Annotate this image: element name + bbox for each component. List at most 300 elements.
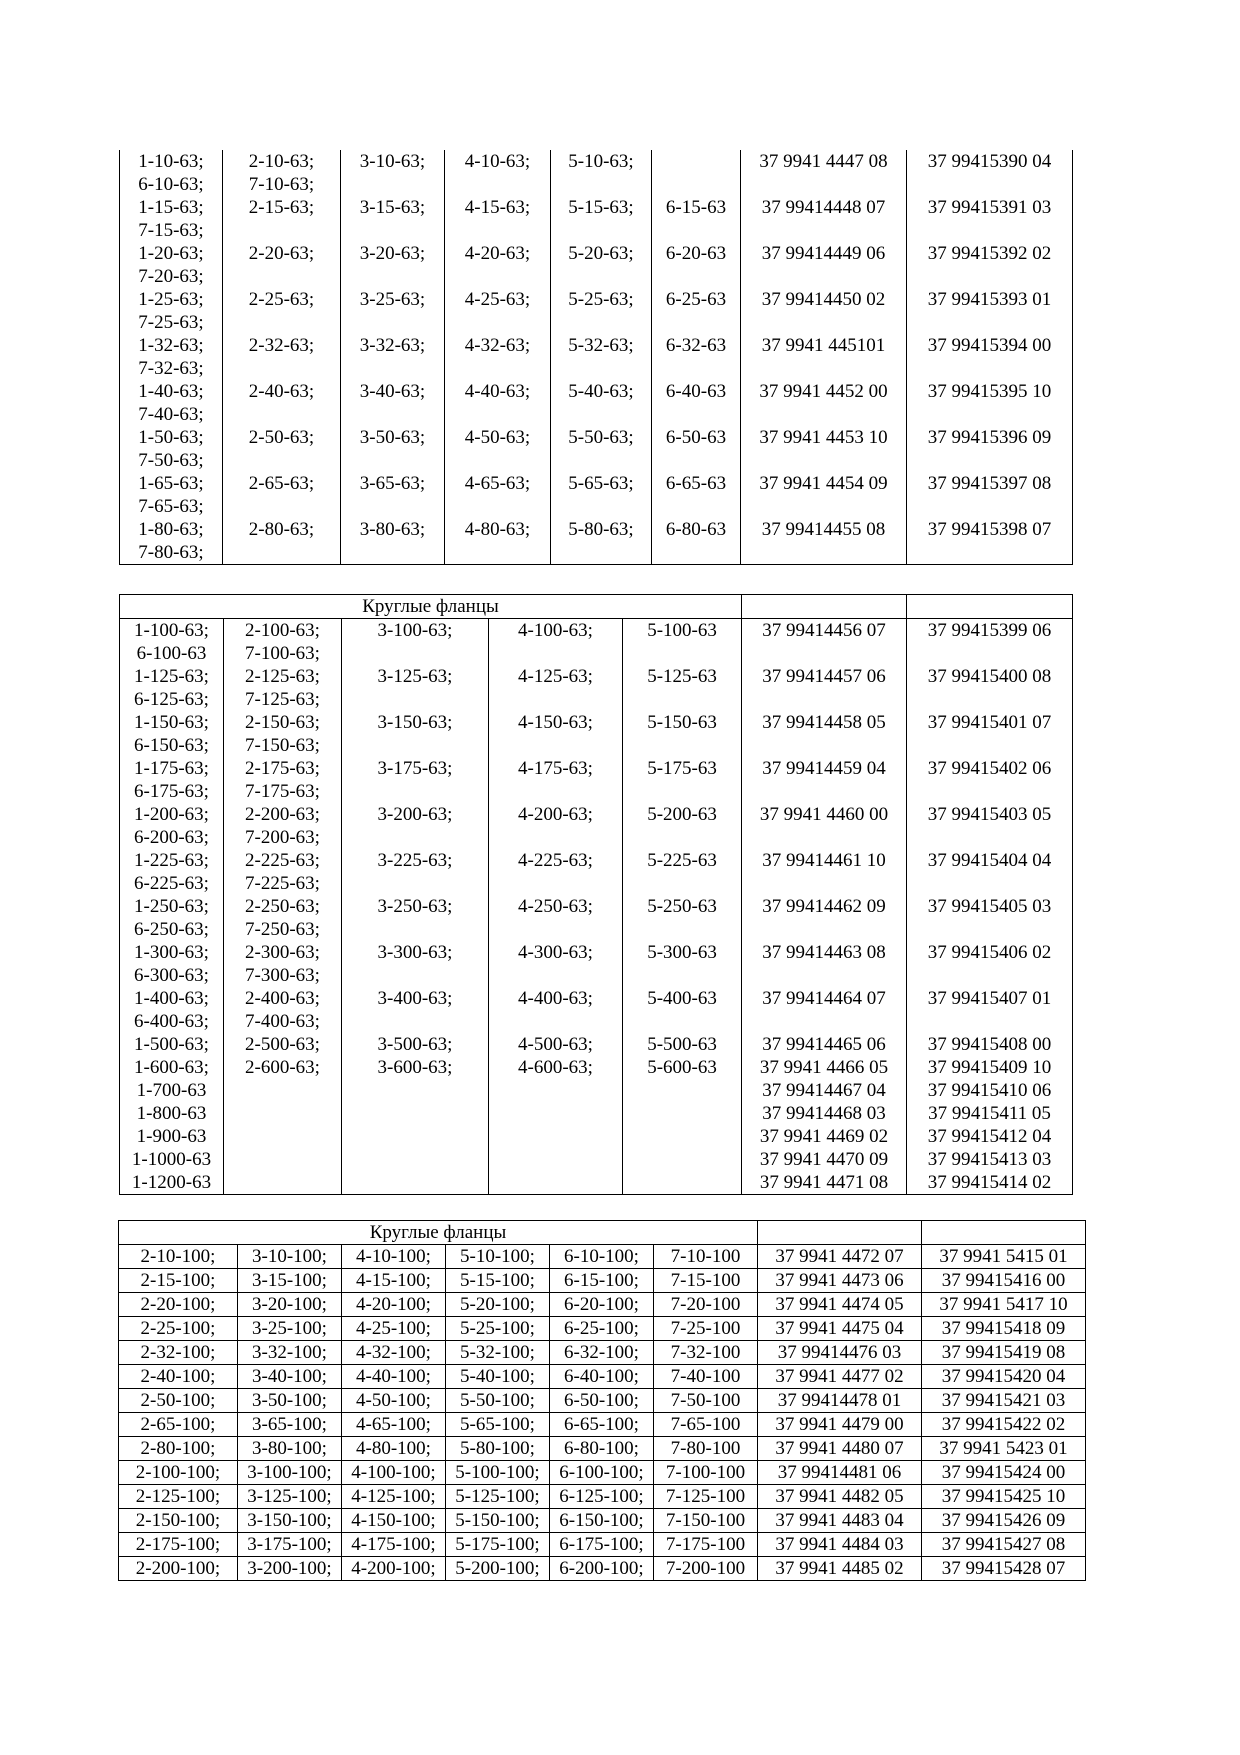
cell-line: 2-175-63;: [245, 758, 320, 779]
table-cell: [224, 665, 342, 711]
cell-line: 6-32-63: [665, 335, 727, 356]
table-cell: [224, 757, 342, 803]
table-cell: 5-200-100;: [446, 1557, 550, 1581]
cell-line: 7-125-63;: [245, 689, 320, 710]
table-cell: [489, 1033, 623, 1195]
table-cell: 7-40-100: [654, 1365, 758, 1389]
cell-line: 4-65-63;: [464, 473, 531, 494]
table-row: [119, 1485, 1086, 1509]
table-row: [119, 1245, 1086, 1269]
table-cell: 5-40-100;: [446, 1365, 550, 1389]
table-cell: 7-175-100: [654, 1533, 758, 1557]
cell-line: 5-400-63: [647, 988, 717, 1009]
cell-line: 7-65-63;: [138, 496, 204, 517]
table-cell: 7-65-100: [654, 1413, 758, 1437]
table-cell: [120, 757, 224, 803]
cell-line: 1-10-63;: [138, 151, 204, 172]
table-cell: [342, 941, 489, 987]
table-cell: [120, 711, 224, 757]
cell-line: [223, 265, 340, 288]
cell-line: 6-125-63;: [134, 689, 209, 710]
table-cell: [652, 196, 741, 242]
table-cell: 37 99415418 09: [922, 1317, 1086, 1341]
cell-line: 2-65-63;: [248, 473, 315, 494]
cell-line: 7-150-63;: [245, 735, 320, 756]
flange-table-100-round: [118, 1220, 1086, 1581]
cell-line: 37 99415403 05: [927, 804, 1052, 825]
table-cell: 3-10-100;: [238, 1245, 342, 1269]
table-cell: 7-15-100: [654, 1269, 758, 1293]
cell-line: 1-100-63;: [134, 620, 209, 641]
cell-line: 6-100-63: [136, 643, 207, 664]
cell-line: [223, 541, 340, 564]
cell-line: 4-125-63;: [518, 666, 593, 687]
table-row: [120, 711, 1073, 757]
cell-line: 3-80-63;: [359, 519, 426, 540]
table-cell: [223, 426, 341, 472]
cell-line: 37 99415400 08: [927, 666, 1052, 687]
table-cell: [342, 987, 489, 1033]
table-cell: [489, 895, 623, 941]
cell-line: 37 99414455 08: [761, 519, 886, 540]
table-cell: 2-150-100;: [119, 1509, 238, 1533]
table-cell: [551, 472, 652, 518]
table-cell: [445, 288, 551, 334]
cell-line: 5-250-63: [647, 896, 717, 917]
table-cell: 6-150-100;: [550, 1509, 654, 1533]
table-cell: [224, 1033, 342, 1195]
table-cell: [907, 426, 1073, 472]
table-cell: [907, 803, 1073, 849]
cell-line: [223, 219, 340, 242]
cell-line: 6-175-63;: [134, 781, 209, 802]
cell-line: 2-150-63;: [245, 712, 320, 733]
table-cell: 2-125-100;: [119, 1485, 238, 1509]
cell-line: 6-50-63: [665, 427, 727, 448]
cell-line: 1-150-63;: [134, 712, 209, 733]
cell-line: 5-150-63: [647, 712, 717, 733]
cell-line: 5-100-63: [647, 620, 717, 641]
cell-line: 4-50-63;: [464, 427, 531, 448]
table-cell: [551, 426, 652, 472]
table-cell: [120, 895, 224, 941]
cell-line: 2-40-63;: [248, 381, 315, 402]
cell-line: 2-225-63;: [245, 850, 320, 871]
cell-line: 1-400-63;: [134, 988, 209, 1009]
table-cell: [907, 1033, 1073, 1195]
cell-line: 7-25-63;: [138, 312, 204, 333]
cell-line: 37 99415399 06: [927, 620, 1052, 641]
cell-line: 37 99414458 05: [762, 712, 886, 733]
table-cell: [652, 334, 741, 380]
table-cell: 2-65-100;: [119, 1413, 238, 1437]
table-cell: 3-200-100;: [238, 1557, 342, 1581]
table-body: [120, 150, 1073, 565]
table-cell: 3-150-100;: [238, 1509, 342, 1533]
table-cell: [907, 196, 1073, 242]
cell-line: 37 99415413 03: [927, 1149, 1052, 1170]
cell-line: [223, 357, 340, 380]
cell-line: 2-25-63;: [248, 289, 315, 310]
cell-line: 4-32-63;: [464, 335, 531, 356]
cell-line: 4-150-63;: [518, 712, 593, 733]
table-cell: 2-20-100;: [119, 1293, 238, 1317]
cell-line: 37 99414450 02: [761, 289, 886, 310]
cell-line: 37 99415391 03: [927, 197, 1052, 218]
table-cell: [445, 518, 551, 565]
table-cell: [224, 849, 342, 895]
cell-line: 7-250-63;: [245, 919, 320, 940]
table-cell: [551, 242, 652, 288]
table-cell: [907, 472, 1073, 518]
table-row: [120, 334, 1073, 380]
cell-line: 3-40-63;: [359, 381, 426, 402]
cell-line: 2-50-63;: [248, 427, 315, 448]
table-cell: [907, 665, 1073, 711]
table-cell: [223, 518, 341, 565]
table-cell: 2-10-100;: [119, 1245, 238, 1269]
table-cell: [223, 150, 341, 196]
table-cell: 4-40-100;: [342, 1365, 446, 1389]
cell-line: 6-65-63: [665, 473, 727, 494]
table-cell: 7-80-100: [654, 1437, 758, 1461]
cell-line: 1-1200-63: [131, 1172, 212, 1193]
table-cell: 6-40-100;: [550, 1365, 654, 1389]
table-row: [120, 987, 1073, 1033]
table-cell: 4-80-100;: [342, 1437, 446, 1461]
table-cell: [120, 1033, 224, 1195]
cell-line: 7-175-63;: [245, 781, 320, 802]
table-cell: [445, 150, 551, 196]
table-cell: [623, 803, 742, 849]
cell-line: 3-175-63;: [377, 758, 453, 779]
table-cell: [120, 518, 223, 565]
cell-line: 7-300-63;: [245, 965, 320, 986]
cell-line: 37 99415395 10: [927, 381, 1052, 402]
table-cell: 5-80-100;: [446, 1437, 550, 1461]
table-cell: 3-125-100;: [238, 1485, 342, 1509]
cell-line: 1-15-63;: [138, 197, 204, 218]
cell-line: 4-250-63;: [518, 896, 593, 917]
table-cell: [224, 941, 342, 987]
table-cell: 3-40-100;: [238, 1365, 342, 1389]
cell-line: 1-800-63: [136, 1103, 207, 1124]
table-cell: [551, 196, 652, 242]
table-cell: [741, 334, 907, 380]
cell-line: 2-32-63;: [248, 335, 315, 356]
table-cell: [742, 941, 907, 987]
table-cell: 37 9941 5415 01: [922, 1245, 1086, 1269]
table-cell: 4-125-100;: [342, 1485, 446, 1509]
cell-line: 3-500-63;: [377, 1034, 453, 1055]
cell-line: 6-400-63;: [134, 1011, 209, 1032]
table-cell: 6-65-100;: [550, 1413, 654, 1437]
table-cell: 6-125-100;: [550, 1485, 654, 1509]
table-cell: [741, 472, 907, 518]
table-cell: [342, 895, 489, 941]
cell-line: 37 99414448 07: [761, 197, 886, 218]
table-cell: 37 9941 5417 10: [922, 1293, 1086, 1317]
table-cell: 7-200-100: [654, 1557, 758, 1581]
table-cell: 5-175-100;: [446, 1533, 550, 1557]
table-cell: 37 9941 4482 05: [758, 1485, 922, 1509]
table-cell: [120, 619, 224, 666]
table-cell: [907, 895, 1073, 941]
cell-line: 1-25-63;: [138, 289, 204, 310]
table-cell: 4-65-100;: [342, 1413, 446, 1437]
cell-line: 1-300-63;: [134, 942, 209, 963]
table-cell: [652, 380, 741, 426]
table-cell: [445, 472, 551, 518]
table-cell: [907, 757, 1073, 803]
cell-line: 1-1000-63: [131, 1149, 212, 1170]
cell-line: 6-25-63: [665, 289, 727, 310]
cell-line: 37 99415402 06: [927, 758, 1052, 779]
table-cell: [652, 472, 741, 518]
table-cell: 2-200-100;: [119, 1557, 238, 1581]
table-cell: [223, 242, 341, 288]
table-row: [119, 1461, 1086, 1485]
table-cell: [907, 518, 1073, 565]
table-cell: 37 99415416 00: [922, 1269, 1086, 1293]
table-cell: [907, 849, 1073, 895]
cell-line: 7-225-63;: [245, 873, 320, 894]
table-cell: 7-150-100: [654, 1509, 758, 1533]
cell-line: 5-15-63;: [568, 197, 634, 218]
cell-line: 1-175-63;: [134, 758, 209, 779]
table-cell: [223, 288, 341, 334]
cell-line: 37 99414461 10: [762, 850, 886, 871]
cell-line: 3-150-63;: [377, 712, 453, 733]
cell-line: 37 99415412 04: [927, 1126, 1052, 1147]
cell-line: 37 99415405 03: [927, 896, 1052, 917]
cell-line: 6-40-63: [665, 381, 727, 402]
table-cell: 37 99415421 03: [922, 1389, 1086, 1413]
cell-line: 1-700-63: [136, 1080, 207, 1101]
cell-line: 37 99415407 01: [927, 988, 1052, 1009]
cell-line: 3-20-63;: [359, 243, 426, 264]
table-cell: [623, 665, 742, 711]
cell-line: 1-65-63;: [138, 473, 204, 494]
table-cell: 5-65-100;: [446, 1413, 550, 1437]
table-cell: [623, 711, 742, 757]
cell-line: 5-65-63;: [568, 473, 634, 494]
cell-line: 7-80-63;: [138, 542, 204, 563]
table-cell: [652, 426, 741, 472]
cell-line: 1-600-63;: [134, 1057, 209, 1078]
cell-line: 2-600-63;: [245, 1057, 320, 1078]
table-cell: 5-10-100;: [446, 1245, 550, 1269]
table-cell: [341, 242, 445, 288]
table-cell: [489, 757, 623, 803]
table-cell: 2-80-100;: [119, 1437, 238, 1461]
cell-line: 2-500-63;: [245, 1034, 320, 1055]
cell-line: 4-400-63;: [518, 988, 593, 1009]
table-cell: [120, 665, 224, 711]
table-cell: [341, 196, 445, 242]
header-cell: [922, 1221, 1086, 1245]
table-cell: [907, 242, 1073, 288]
cell-line: 37 9941 4466 05: [759, 1057, 889, 1078]
cell-line: 6-80-63: [665, 519, 727, 540]
table-cell: 6-20-100;: [550, 1293, 654, 1317]
table-cell: 37 99415419 08: [922, 1341, 1086, 1365]
table-cell: [623, 849, 742, 895]
table-cell: 4-175-100;: [342, 1533, 446, 1557]
table-cell: 2-100-100;: [119, 1461, 238, 1485]
cell-line: 3-125-63;: [377, 666, 453, 687]
table-row: [120, 803, 1073, 849]
table-cell: 7-25-100: [654, 1317, 758, 1341]
table-cell: [742, 895, 907, 941]
cell-line: 3-250-63;: [377, 896, 453, 917]
table-cell: [445, 426, 551, 472]
table-cell: [341, 518, 445, 565]
table-row: [119, 1437, 1086, 1461]
table-row: [120, 518, 1073, 565]
cell-line: 37 99415392 02: [927, 243, 1052, 264]
table-cell: 3-50-100;: [238, 1389, 342, 1413]
table-cell: [341, 380, 445, 426]
cell-line: 37 99415411 05: [928, 1103, 1051, 1124]
table-cell: 37 9941 4473 06: [758, 1269, 922, 1293]
table-cell: 6-100-100;: [550, 1461, 654, 1485]
table-cell: [341, 288, 445, 334]
cell-line: 37 99414463 08: [762, 942, 886, 963]
table-title: Круглые фланцы: [120, 595, 742, 619]
table-cell: [741, 288, 907, 334]
table-cell: [445, 334, 551, 380]
table-cell: 2-40-100;: [119, 1365, 238, 1389]
table-cell: [907, 288, 1073, 334]
cell-line: 7-32-63;: [138, 358, 204, 379]
table-cell: 2-50-100;: [119, 1389, 238, 1413]
table-body: [119, 1221, 1086, 1581]
table-body: [120, 595, 1073, 1195]
table-cell: [741, 196, 907, 242]
table-cell: 6-32-100;: [550, 1341, 654, 1365]
table-row: [119, 1557, 1086, 1581]
table-cell: [741, 380, 907, 426]
cell-line: 5-500-63: [647, 1034, 717, 1055]
table-cell: 3-32-100;: [238, 1341, 342, 1365]
table-cell: [342, 665, 489, 711]
table-cell: 37 99414481 06: [758, 1461, 922, 1485]
cell-line: 7-400-63;: [245, 1011, 320, 1032]
table-cell: 6-50-100;: [550, 1389, 654, 1413]
table-cell: 6-200-100;: [550, 1557, 654, 1581]
cell-line: 37 99414467 04: [762, 1080, 886, 1101]
table-cell: [741, 242, 907, 288]
table-header-row: [120, 595, 1073, 619]
cell-line: 3-10-63;: [359, 151, 426, 172]
table-cell: [120, 849, 224, 895]
table-row: [119, 1341, 1086, 1365]
table-cell: 37 9941 4484 03: [758, 1533, 922, 1557]
table-cell: [120, 941, 224, 987]
cell-line: 37 99415396 09: [927, 427, 1052, 448]
table-cell: 37 99415420 04: [922, 1365, 1086, 1389]
table-cell: 37 9941 4483 04: [758, 1509, 922, 1533]
cell-line: 37 9941 4452 00: [759, 381, 888, 402]
table-row: [119, 1293, 1086, 1317]
table-row: [119, 1533, 1086, 1557]
cell-line: 6-150-63;: [134, 735, 209, 756]
table-cell: 37 9941 4477 02: [758, 1365, 922, 1389]
table-cell: 4-10-100;: [342, 1245, 446, 1269]
cell-line: 3-15-63;: [359, 197, 426, 218]
cell-line: 1-40-63;: [138, 381, 204, 402]
table-cell: 4-100-100;: [342, 1461, 446, 1485]
cell-line: 1-20-63;: [138, 243, 204, 264]
table-cell: [342, 1033, 489, 1195]
table-cell: 4-20-100;: [342, 1293, 446, 1317]
table-cell: 5-32-100;: [446, 1341, 550, 1365]
cell-line: [223, 495, 340, 518]
table-cell: [489, 619, 623, 666]
table-cell: 2-25-100;: [119, 1317, 238, 1341]
table-cell: [120, 196, 223, 242]
cell-line: 7-15-63;: [138, 220, 204, 241]
cell-line: 2-400-63;: [245, 988, 320, 1009]
cell-line: 37 99415401 07: [927, 712, 1052, 733]
table-cell: [652, 150, 741, 196]
cell-line: 5-200-63: [647, 804, 717, 825]
table-cell: 37 9941 4474 05: [758, 1293, 922, 1317]
table-cell: [907, 150, 1073, 196]
cell-line: 37 99415404 04: [927, 850, 1052, 871]
header-cell: [742, 595, 907, 619]
table-cell: 5-100-100;: [446, 1461, 550, 1485]
table-cell: [907, 380, 1073, 426]
table-cell: [223, 334, 341, 380]
table-row: [120, 619, 1073, 666]
table-cell: 37 9941 4485 02: [758, 1557, 922, 1581]
cell-line: [223, 311, 340, 334]
cell-line: 1-225-63;: [134, 850, 209, 871]
cell-line: 3-65-63;: [359, 473, 426, 494]
table-cell: [224, 711, 342, 757]
table-cell: [907, 987, 1073, 1033]
cell-line: 2-10-63;: [248, 151, 315, 172]
cell-line: 37 9941 4470 09: [759, 1149, 889, 1170]
cell-line: 5-32-63;: [568, 335, 634, 356]
table-cell: [742, 849, 907, 895]
table-cell: [120, 426, 223, 472]
table-cell: [623, 1033, 742, 1195]
table-cell: [120, 150, 223, 196]
table-cell: 37 99414478 01: [758, 1389, 922, 1413]
table-row: [120, 196, 1073, 242]
table-cell: 2-175-100;: [119, 1533, 238, 1557]
table-cell: 5-20-100;: [446, 1293, 550, 1317]
table-row: [120, 941, 1073, 987]
table-cell: 6-10-100;: [550, 1245, 654, 1269]
table-cell: [342, 803, 489, 849]
table-cell: [489, 665, 623, 711]
table-cell: 4-15-100;: [342, 1269, 446, 1293]
table-cell: 6-80-100;: [550, 1437, 654, 1461]
cell-line: 5-50-63;: [568, 427, 634, 448]
cell-line: 37 9941 4469 02: [759, 1126, 889, 1147]
table-cell: 7-32-100: [654, 1341, 758, 1365]
table-cell: [652, 288, 741, 334]
cell-line: 4-10-63;: [464, 151, 531, 172]
cell-line: 2-20-63;: [248, 243, 315, 264]
cell-line: 37 99415394 00: [927, 335, 1052, 356]
table-row: [119, 1317, 1086, 1341]
table-row: [120, 242, 1073, 288]
